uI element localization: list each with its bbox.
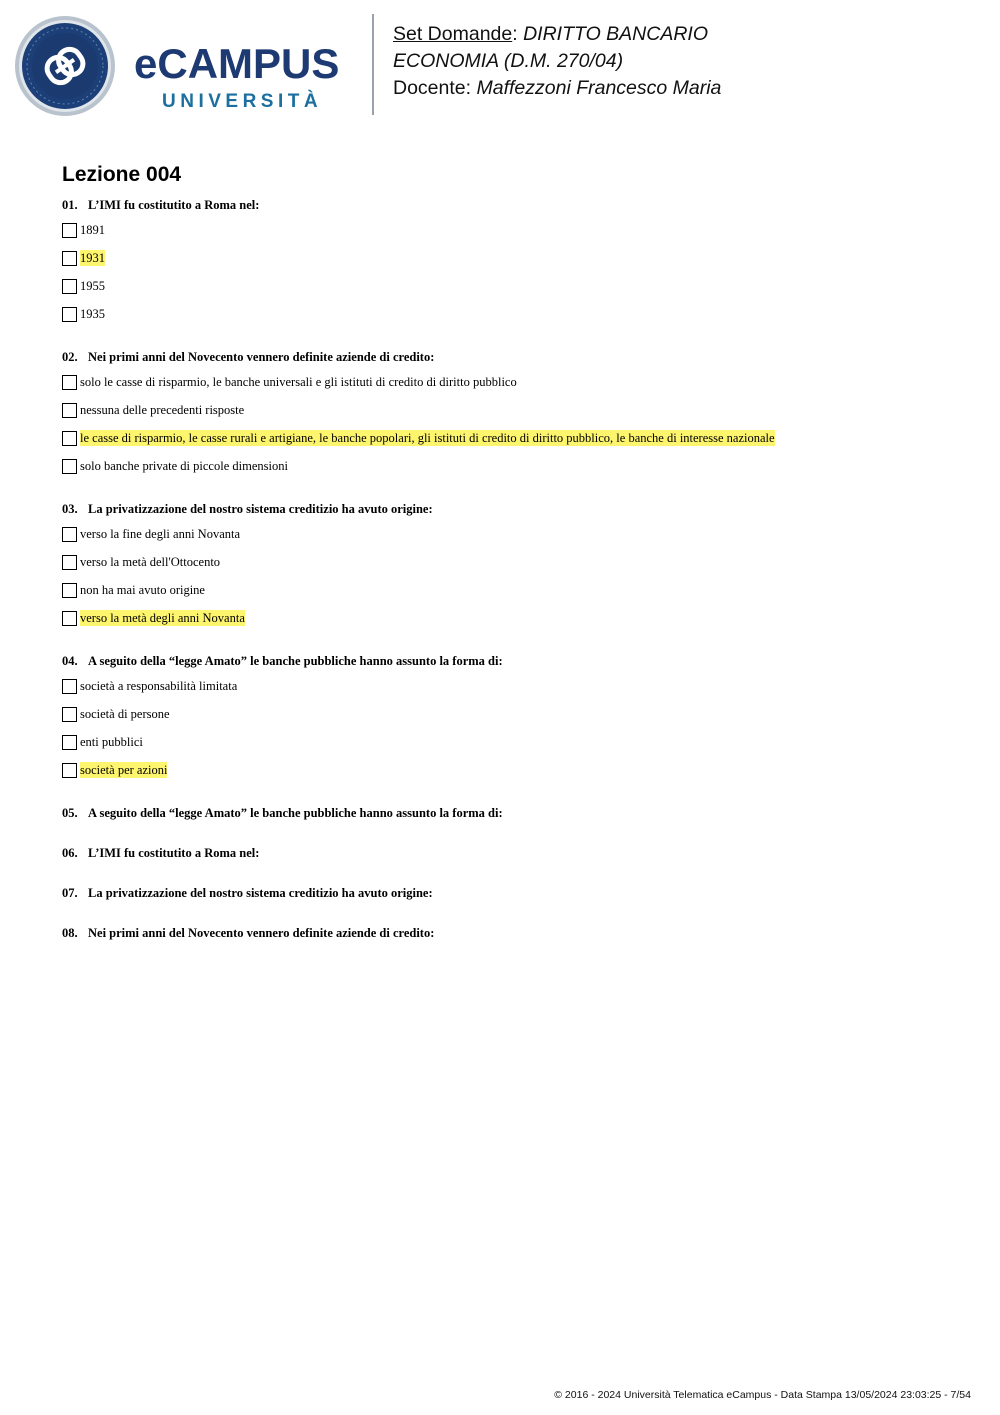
set-separator: : (512, 23, 518, 45)
answer-option[interactable] (62, 402, 962, 430)
answer-label: verso la metà dell'Ottocento (80, 555, 221, 569)
question-text (62, 924, 962, 942)
page-header (0, 0, 1000, 130)
checkbox[interactable] (62, 307, 77, 322)
answer-label: verso la fine degli anni Novanta (80, 527, 241, 541)
answer-label: solo le casse di risparmio, le banche universali e gli istituti di credito di diritto pubblico (80, 375, 517, 389)
checkbox[interactable] (62, 707, 77, 722)
question-text (62, 500, 962, 518)
question-03 (62, 500, 962, 638)
ecampus-seal-logo (14, 15, 116, 117)
answer-label: verso la metà degli anni Novanta (80, 611, 245, 625)
answer-label: 1931 (80, 251, 105, 265)
checkbox[interactable] (62, 279, 77, 294)
course-info (393, 21, 721, 102)
checkbox[interactable] (62, 555, 77, 570)
question-number: 07. (62, 886, 78, 900)
answer-option[interactable] (62, 222, 962, 250)
answer-label: enti pubblici (80, 735, 143, 749)
answer-label: 1891 (80, 223, 105, 237)
question-number: 01. (62, 198, 78, 212)
answer-options (62, 678, 962, 790)
question-number: 05. (62, 806, 78, 820)
question-label: L’IMI fu costitutito a Roma nel: (88, 846, 260, 860)
page-footer: © 2016 - 2024 Università Telematica eCampus - Data Stampa 13/05/2024 23:03:25 - 7/54 (554, 1389, 971, 1401)
svg-text:UNIVERSITÀ: UNIVERSITÀ (162, 91, 323, 112)
question-text (62, 804, 962, 822)
answer-option[interactable] (62, 526, 962, 554)
answer-options (62, 222, 962, 334)
answer-label: non ha mai avuto origine (80, 583, 205, 597)
question-01 (62, 196, 962, 334)
answer-option[interactable] (62, 278, 962, 306)
answer-label: le casse di risparmio, le casse rurali e artigiane, le banche popolari, gli istituti di credito di diritto pubblico, le banche di interesse nazionale (80, 431, 775, 445)
svg-text:eCAMPUS: eCAMPUS (134, 40, 340, 87)
question-number: 02. (62, 350, 78, 364)
question-text (62, 348, 962, 366)
question-label: A seguito della “legge Amato” le banche pubbliche hanno assunto la forma di: (88, 654, 503, 668)
checkbox[interactable] (62, 527, 77, 542)
checkbox[interactable] (62, 679, 77, 694)
question-04 (62, 652, 962, 790)
checkbox[interactable] (62, 223, 77, 238)
answer-option[interactable] (62, 678, 962, 706)
teacher-name: Maffezzoni Francesco Maria (476, 77, 722, 99)
answer-label: società di persone (80, 707, 170, 721)
question-number: 04. (62, 654, 78, 668)
answer-option[interactable] (62, 706, 962, 734)
answer-label: nessuna delle precedenti risposte (80, 403, 245, 417)
checkbox[interactable] (62, 459, 77, 474)
question-05 (62, 804, 962, 822)
answer-option[interactable] (62, 610, 962, 638)
question-label: La privatizzazione del nostro sistema creditizio ha avuto origine: (88, 502, 433, 516)
answer-option[interactable] (62, 762, 962, 790)
answer-label: solo banche private di piccole dimensioni (80, 459, 288, 473)
answer-options (62, 374, 962, 486)
question-06 (62, 844, 962, 862)
question-02 (62, 348, 962, 486)
checkbox[interactable] (62, 583, 77, 598)
checkbox[interactable] (62, 403, 77, 418)
ecampus-wordmark-logo (132, 40, 362, 112)
answer-options (62, 526, 962, 638)
teacher-label: Docente: (393, 77, 472, 99)
question-text (62, 884, 962, 902)
checkbox[interactable] (62, 375, 77, 390)
header-divider (372, 14, 374, 115)
question-text (62, 196, 962, 214)
question-label: A seguito della “legge Amato” le banche pubbliche hanno assunto la forma di: (88, 806, 503, 820)
answer-option[interactable] (62, 582, 962, 610)
answer-option[interactable] (62, 374, 962, 402)
question-label: La privatizzazione del nostro sistema creditizio ha avuto origine: (88, 886, 433, 900)
checkbox[interactable] (62, 431, 77, 446)
question-07 (62, 884, 962, 902)
question-text (62, 844, 962, 862)
set-label: Set Domande (393, 23, 513, 45)
answer-label: 1935 (80, 307, 105, 321)
answer-label: società per azioni (80, 763, 168, 777)
question-list (62, 196, 962, 942)
answer-option[interactable] (62, 430, 962, 458)
answer-label: società a responsabilità limitata (80, 679, 238, 693)
answer-option[interactable] (62, 458, 962, 486)
checkbox[interactable] (62, 251, 77, 266)
course-name-line2: ECONOMIA (D.M. 270/04) (393, 50, 624, 72)
question-text (62, 652, 962, 670)
lesson-title: Lezione 004 (62, 163, 182, 186)
answer-option[interactable] (62, 554, 962, 582)
question-number: 06. (62, 846, 78, 860)
question-08 (62, 924, 962, 942)
question-label: L’IMI fu costitutito a Roma nel: (88, 198, 260, 212)
checkbox[interactable] (62, 763, 77, 778)
answer-option[interactable] (62, 734, 962, 762)
answer-option[interactable] (62, 306, 962, 334)
question-label: Nei primi anni del Novecento vennero definite aziende di credito: (88, 350, 435, 364)
course-name-line1: DIRITTO BANCARIO (523, 23, 709, 45)
question-label: Nei primi anni del Novecento vennero definite aziende di credito: (88, 926, 435, 940)
question-number: 08. (62, 926, 78, 940)
checkbox[interactable] (62, 735, 77, 750)
answer-option[interactable] (62, 250, 962, 278)
question-number: 03. (62, 502, 78, 516)
checkbox[interactable] (62, 611, 77, 626)
answer-label: 1955 (80, 279, 105, 293)
